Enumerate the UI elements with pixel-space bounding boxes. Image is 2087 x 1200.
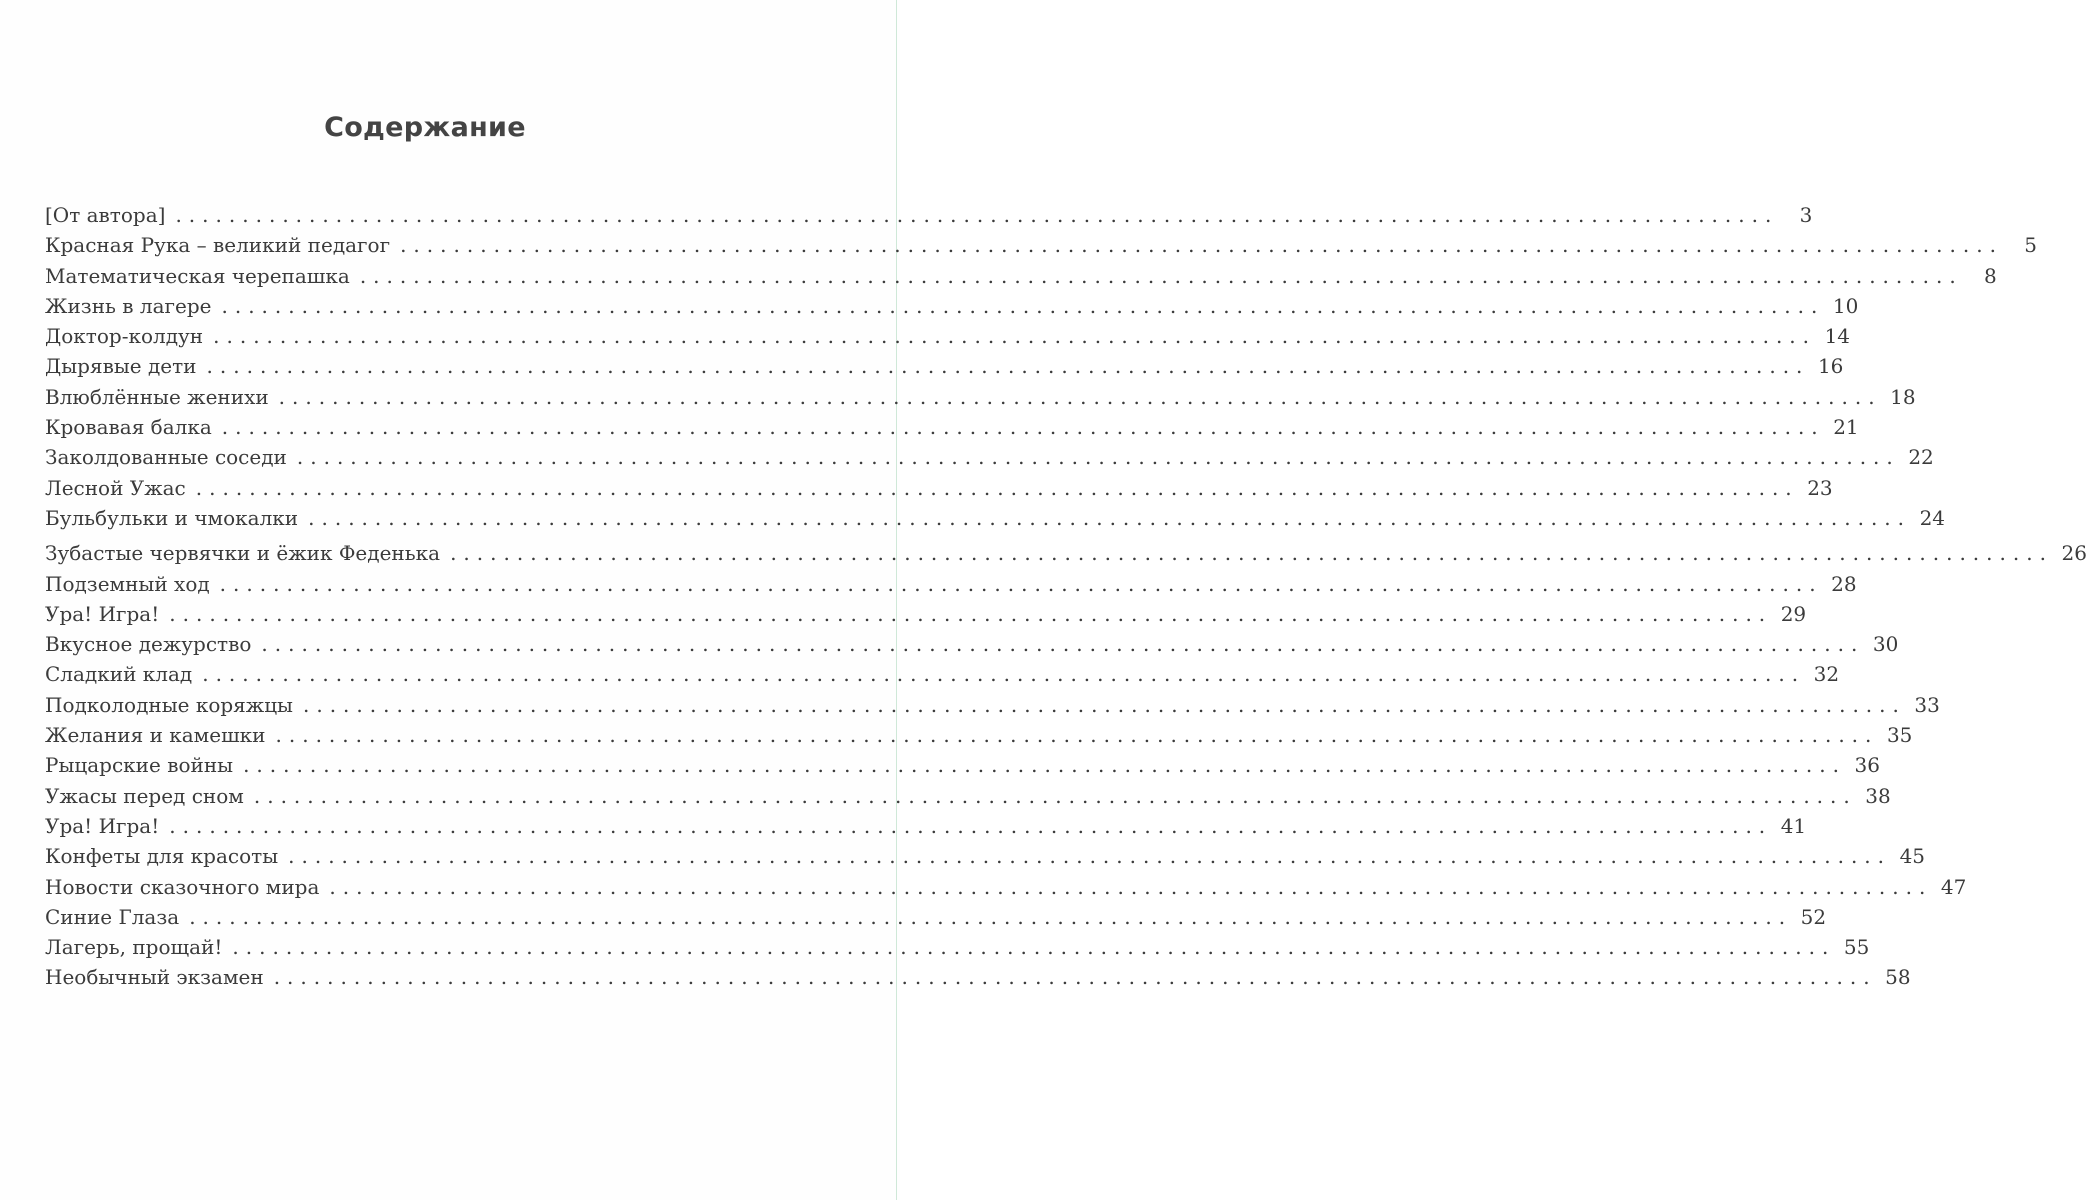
toc-entry-page: 32 xyxy=(1813,662,1840,687)
toc-entry-title: Желания и камешки xyxy=(45,723,266,748)
toc-entry-title: Ужасы перед сном xyxy=(45,783,244,808)
toc-entry-page: 18 xyxy=(1890,384,1916,409)
toc-entry-title: Зубастые червячки и ёжик Феденька xyxy=(45,541,441,566)
toc-entry-page: 3 xyxy=(1799,203,1813,227)
toc-entry-page: 33 xyxy=(1914,692,1940,717)
toc-entry[interactable] xyxy=(45,261,1997,291)
dot-leader: ........................................................................................................................ xyxy=(219,571,1823,596)
toc-entry-page: 41 xyxy=(1780,813,1807,838)
toc-entry[interactable] xyxy=(45,473,1833,503)
toc-entry[interactable] xyxy=(45,811,1807,841)
toc-entry[interactable] xyxy=(45,690,1940,720)
toc-entry-title: Ура! Игра! xyxy=(45,813,160,838)
toc-entry-title: Вкусное дежурство xyxy=(45,632,252,657)
dot-leader: ........................................................................................................................ xyxy=(169,813,1773,838)
dot-leader: ........................................................................................................................ xyxy=(232,935,1836,960)
toc-entry[interactable] xyxy=(45,538,2087,568)
toc-entry-title: [От автора] xyxy=(45,203,166,227)
dot-leader: ........................................................................................................................ xyxy=(202,662,1806,687)
dot-leader: ........................................................................................................................ xyxy=(195,475,1799,500)
toc-entry-title: Необычный экзамен xyxy=(45,965,264,990)
dot-leader: ........................................................................................................................ xyxy=(261,632,1865,657)
toc-entry-title: Доктор-колдун xyxy=(45,324,204,349)
toc-entry[interactable] xyxy=(45,412,1859,442)
toc-entry[interactable] xyxy=(45,720,1913,750)
toc-entry-title: Конфеты для красоты xyxy=(45,844,279,869)
toc-entry-title: Новости сказочного мира xyxy=(45,874,320,899)
toc-entry[interactable] xyxy=(45,932,1870,962)
toc-entry-title: Красная Рука – великий педагог xyxy=(45,233,391,258)
toc-entry-page: 38 xyxy=(1865,783,1891,808)
toc-entry[interactable] xyxy=(45,902,1827,932)
dot-leader: ........................................................................................................................ xyxy=(329,874,1933,899)
toc-entry-page: 45 xyxy=(1899,844,1926,869)
toc-entry[interactable] xyxy=(45,569,1857,599)
toc-entry-title: Дырявые дети xyxy=(45,354,197,379)
toc-entry-page: 5 xyxy=(2024,233,2037,258)
toc-entry-page: 55 xyxy=(1843,935,1870,960)
table-of-contents xyxy=(45,200,2087,993)
toc-entry-page: 35 xyxy=(1886,723,1913,748)
dot-leader: ........................................................................................................................ xyxy=(213,324,1817,349)
toc-entry[interactable] xyxy=(45,659,1840,689)
toc-entry[interactable] xyxy=(45,629,1899,659)
toc-entry[interactable] xyxy=(45,962,1911,992)
toc-entry-title: Жизнь в лагере xyxy=(45,293,212,318)
toc-entry-page: 22 xyxy=(1908,445,1934,470)
dot-leader: ........................................................................................................................ xyxy=(288,844,1892,869)
dot-leader: ........................................................................................................................ xyxy=(175,203,1779,227)
toc-entry-page: 52 xyxy=(1800,904,1827,929)
dot-leader: ........................................................................................................................ xyxy=(359,263,1963,288)
toc-entry-title: Синие Глаза xyxy=(45,904,180,929)
toc-entry-page: 36 xyxy=(1854,753,1880,778)
page-title: Содержание xyxy=(324,112,526,143)
dot-leader: ........................................................................................................................ xyxy=(189,904,1793,929)
toc-entry[interactable] xyxy=(45,750,1880,780)
dot-leader: ........................................................................................................................ xyxy=(221,293,1825,318)
toc-entry-title: Сладкий клад xyxy=(45,662,193,687)
toc-entry[interactable] xyxy=(45,599,1807,629)
toc-entry[interactable] xyxy=(45,503,1946,533)
toc-entry-page: 28 xyxy=(1831,571,1857,596)
dot-leader: ........................................................................................................................ xyxy=(278,384,1882,409)
toc-entry-page: 29 xyxy=(1780,601,1807,626)
toc-entry[interactable] xyxy=(45,781,1891,811)
toc-entry-page: 26 xyxy=(2061,541,2087,566)
toc-entry-page: 47 xyxy=(1940,874,1967,899)
dot-leader: ........................................................................................................................ xyxy=(273,965,1877,990)
dot-leader: ........................................................................................................................ xyxy=(243,753,1846,778)
dot-leader: ........................................................................................................................ xyxy=(221,415,1825,440)
toc-entry-page: 14 xyxy=(1824,324,1851,349)
toc-entry-page: 21 xyxy=(1833,415,1859,440)
dot-leader: ........................................................................................................................ xyxy=(275,723,1879,748)
toc-entry-page: 16 xyxy=(1817,354,1844,379)
toc-entry-page: 10 xyxy=(1832,293,1859,318)
dot-leader: ........................................................................................................................ xyxy=(296,445,1900,470)
dot-leader: ........................................................................................................................ xyxy=(253,783,1857,808)
dot-leader: ........................................................................................................................ xyxy=(206,354,1810,379)
toc-entry-title: Кровавая балка xyxy=(45,415,212,440)
toc-entry-page: 30 xyxy=(1872,632,1899,657)
toc-entry[interactable] xyxy=(45,321,1851,351)
dot-leader: ........................................................................................................................ xyxy=(169,601,1773,626)
toc-entry-page: 58 xyxy=(1885,965,1911,990)
toc-entry[interactable] xyxy=(45,442,1934,472)
toc-entry-title: Подземный ход xyxy=(45,571,210,596)
toc-entry[interactable] xyxy=(45,291,1859,321)
toc-entry[interactable] xyxy=(45,351,1844,381)
toc-entry[interactable] xyxy=(45,230,2037,260)
toc-entry-title: Лагерь, прощай! xyxy=(45,935,223,960)
toc-entry-title: Влюблённые женихи xyxy=(45,384,269,409)
toc-entry[interactable] xyxy=(45,841,1926,871)
dot-leader: ........................................................................................................................ xyxy=(308,505,1912,530)
toc-entry-page: 24 xyxy=(1919,505,1946,530)
toc-entry-title: Рыцарские войны xyxy=(45,753,234,778)
dot-leader: ........................................................................................................................ xyxy=(450,541,2053,566)
toc-entry-title: Бульбульки и чмокалки xyxy=(45,505,299,530)
toc-entry-title: Ура! Игра! xyxy=(45,601,160,626)
toc-entry-title: Подколодные коряжцы xyxy=(45,692,293,717)
toc-entry-page: 23 xyxy=(1807,475,1833,500)
toc-entry[interactable] xyxy=(45,382,1916,412)
toc-entry-title: Заколдованные соседи xyxy=(45,445,287,470)
toc-entry[interactable] xyxy=(45,872,1967,902)
toc-entry[interactable] xyxy=(45,200,1813,230)
toc-entry-page: 8 xyxy=(1983,263,1997,288)
toc-entry-title: Математическая черепашка xyxy=(45,263,350,288)
toc-entry-title: Лесной Ужас xyxy=(45,475,186,500)
dot-leader: ........................................................................................................................ xyxy=(400,233,2003,258)
dot-leader: ........................................................................................................................ xyxy=(302,692,1906,717)
